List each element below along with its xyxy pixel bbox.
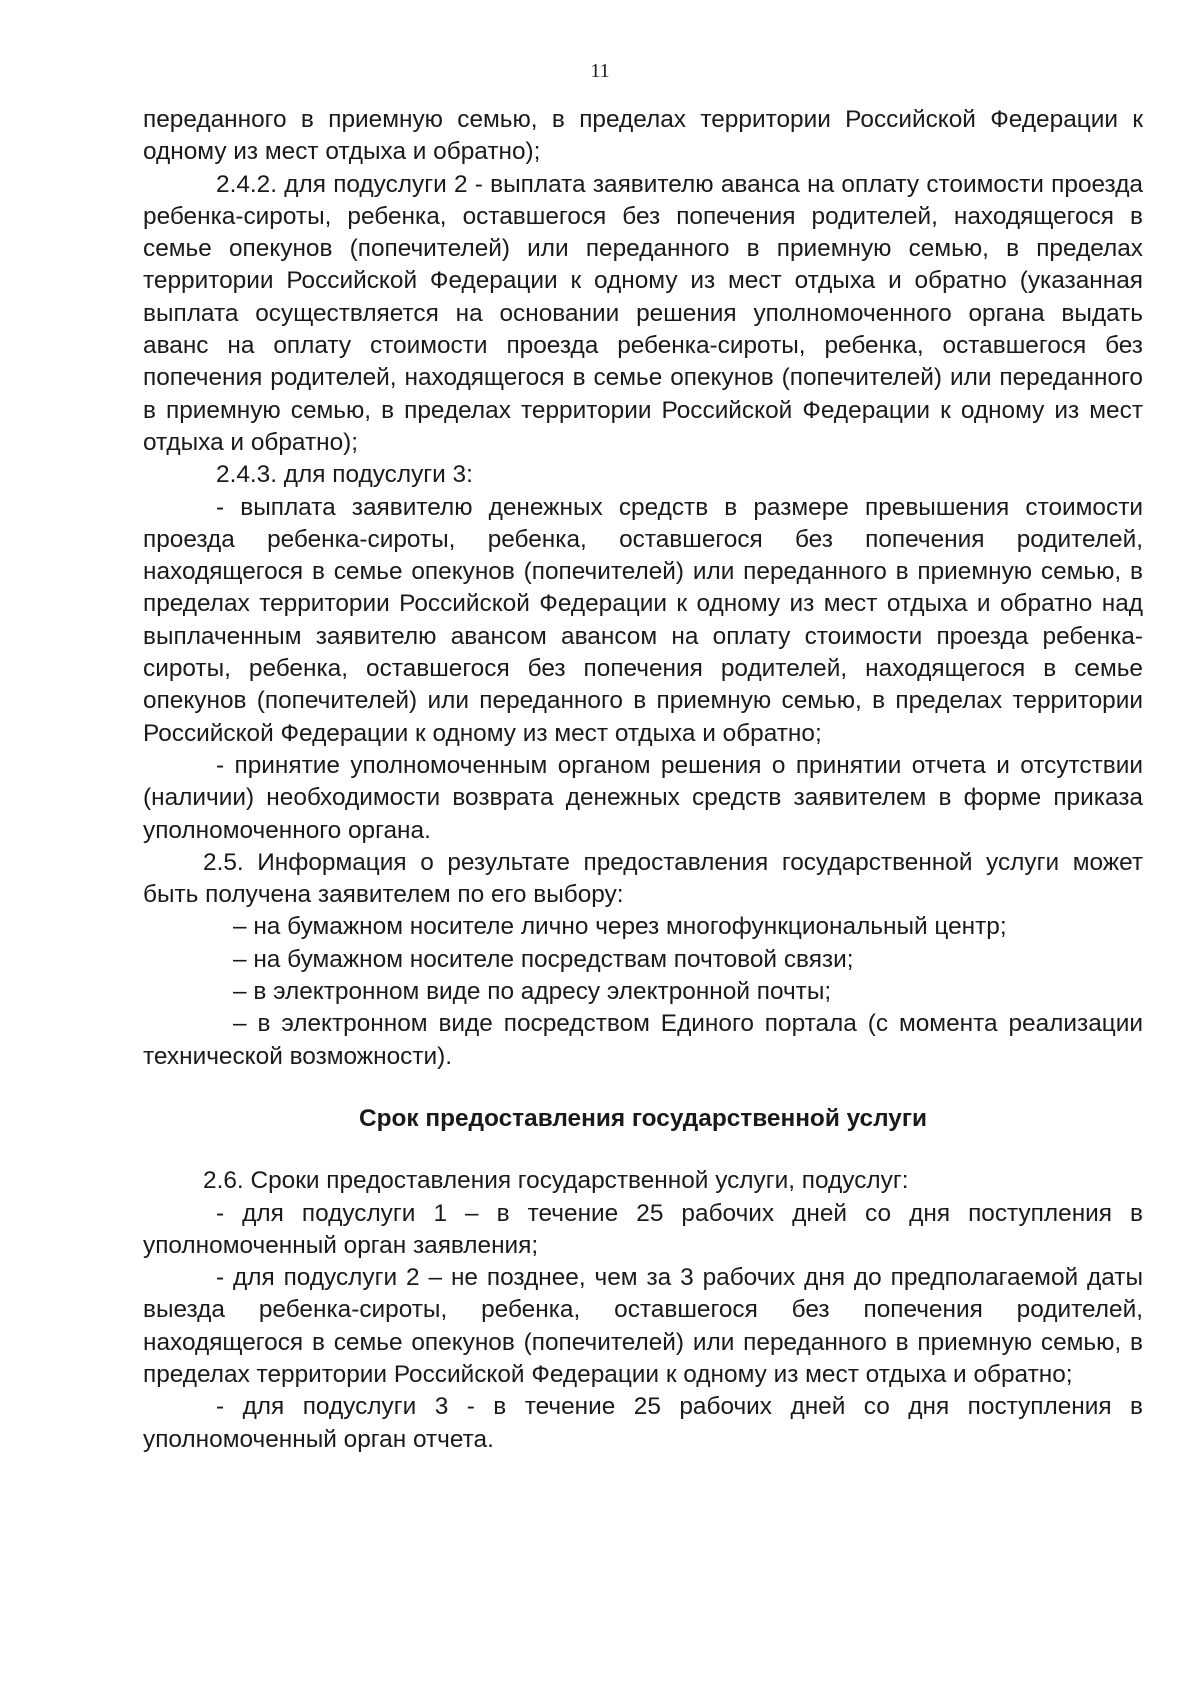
- paragraph-2-6: 2.6. Сроки предоставления государственной услуги, подуслуг:: [203, 1167, 909, 1195]
- section-heading: Срок предоставления государственной услуги: [358, 1104, 928, 1132]
- list-item: – на бумажном носителе посредствам почтовой связи;: [233, 945, 854, 973]
- list-item: - принятие уполномоченным органом решения о принятии отчета и отсутствии (наличии) необходимости возврата денежных средств заявителем в форме приказа уполномоченного органа.: [143, 751, 1143, 844]
- page-number: 11: [590, 60, 610, 82]
- paragraph-2-4-2: 2.4.2. для подуслуги 2 - выплата заявителю аванса на оплату стоимости проезда ребенка-сироты, ребенка, оставшегося без попечения родителей, находящегося в семье опекунов (попечителей) или переданного в приемную семью, в пределах территории Российской Федерации к одному из мест отдыха и обратно (указанная выплата осуществляется на основании решения уполномоченного органа выдать аванс на оплату стоимости проезда ребенка-сироты, ребенка, оставшегося без попечения родителей, находящегося в семье опекунов (попечителей) или переданного в приемную семью, в пределах территории Российской Федерации к одному из мест отдыха и обратно);: [143, 170, 1143, 456]
- list-item: – в электронном виде посредством Единого портала (с момента реализации технической возможности).: [143, 1010, 1143, 1070]
- paragraph-2-4-3: 2.4.3. для подуслуги 3:: [216, 461, 473, 489]
- list-item: - для подуслуги 1 – в течение 25 рабочих дней со дня поступления в уполномоченный орган заявления;: [143, 1199, 1143, 1259]
- list-item: – на бумажном носителе лично через многофункциональный центр;: [233, 913, 1007, 941]
- paragraph-2-5: 2.5. Информация о результате предоставления государственной услуги может быть получена заявителем по его выбору:: [143, 848, 1143, 909]
- list-item: - выплата заявителю денежных средств в размере превышения стоимости проезда ребенка-сироты, ребенка, оставшегося без попечения родителей, находящегося в семье опекунов (попечителей) или переданного в приемную семью, в пределах территории Российской Федерации к одному из мест отдыха и обратно над выплаченным заявителю авансом авансом на оплату стоимости проезда ребенка-сироты, ребенка, оставшегося без попечения родителей, находящегося в семье опекунов (попечителей) или переданного в приемную семью, в пределах территории Российской Федерации к одному из мест отдыха и обратно;: [143, 493, 1143, 747]
- list-item: – в электронном виде по адресу электронной почты;: [233, 978, 832, 1006]
- list-item: - для подуслуги 3 - в течение 25 рабочих дней со дня поступления в уполномоченный орган отчета.: [143, 1393, 1143, 1453]
- paragraph: переданного в приемную семью, в пределах территории Российской Федерации к одному из мест отдыха и обратно);: [143, 106, 1143, 166]
- list-item: - для подуслуги 2 – не позднее, чем за 3 рабочих дня до предполагаемой даты выезда ребенка-сироты, ребенка, оставшегося без попечения родителей, находящегося в семье опекунов (попечителей) или переданного в приемную семью, в пределах территории Российской Федерации к одному из мест отдыха и обратно;: [143, 1264, 1143, 1388]
- document-body: [143, 104, 1143, 1456]
